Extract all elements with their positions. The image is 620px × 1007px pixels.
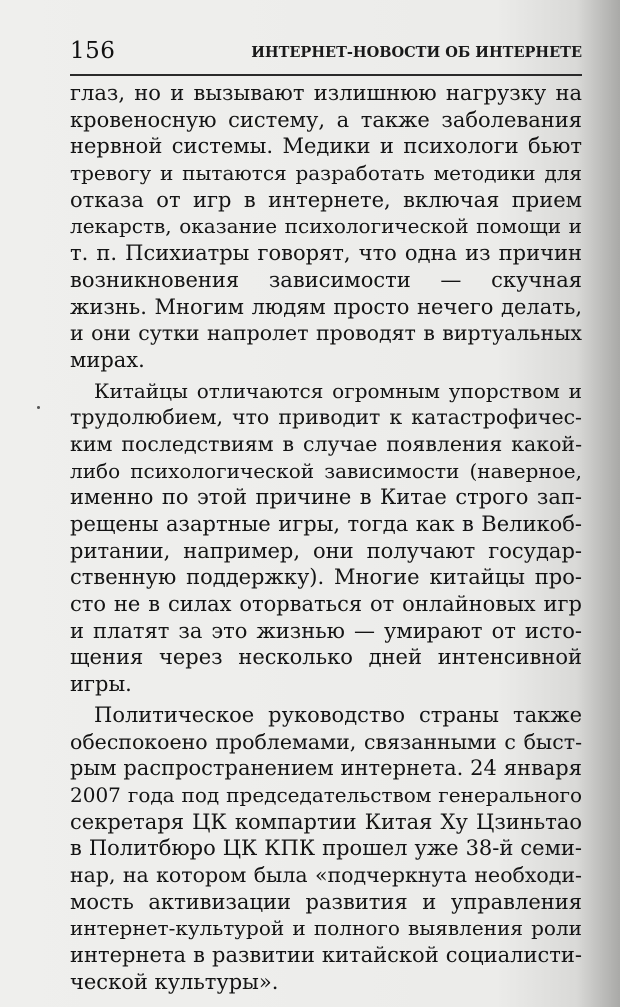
text-line: нервной системы. Медики и психологи бьют [70,134,582,159]
text-line: ким последствиям в случае появления какой- [70,431,582,456]
text-line: интернета в развитии китайской социалисти- [70,943,582,967]
text-line: Китайцы отличаются огромным упорством и [94,378,582,403]
text-line: Политическое руководство страны также [94,702,582,727]
text-line: лекарств, оказание психологической помощи и [70,214,582,239]
running-title: ИНТЕРНЕТ-НОВОСТИ ОБ ИНТЕРНЕТЕ [251,44,582,61]
text-line: 2007 года под председательством генерального [70,782,582,807]
text-line: глаз, но и вызывают излишнюю нагрузку на [70,81,582,105]
text-line: в Политбюро ЦК КПК прошел уже 38-й семи- [70,836,582,861]
text-line: кровеносную систему, а также заболевания [70,107,582,132]
text-line: мость активизации развития и управления [70,889,582,914]
text-line: возникновения зависимости — скучная [70,267,582,292]
text-line: мирах. [70,347,145,372]
text-line: отказа от игр в интернете, включая прием [70,187,582,212]
text-line: ческой культуры». [70,969,279,994]
text-line: рещены азартные игры, тогда как в Великоб- [70,512,582,536]
text-line: щения через несколько дней интенсивной [70,645,582,670]
text-line: тревогу и пытаются разработать методики для [70,161,582,186]
text-line: и они сутки напролет проводят в виртуальных [70,321,582,346]
text-line: трудолюбием, что приводит к катастрофичес- [70,405,582,430]
text-line: обеспокоено проблемами, связанными с быст- [70,729,582,754]
print-speck [37,406,40,409]
text-line: секретаря ЦК компартии Китая Ху Цзиньтао [70,809,582,834]
text-line: ственную поддержку). Многие китайцы про- [70,565,582,590]
text-line: интернет-культурой и полного выявления роли [70,916,582,941]
text-line: сто не в силах оторваться от онлайновых игр [70,592,582,617]
text-line: т. п. Психиатры говорят, что одна из причин [70,241,582,266]
text-line: и платят за это жизнью — умирают от исто- [70,618,582,643]
text-line: жизнь. Многим людям просто нечего делать, [70,294,582,319]
page-header [70,38,582,76]
page-number: 156 [70,38,116,64]
text-line: либо психологической зависимости (наверное, [70,458,582,483]
body-text [70,80,582,995]
text-line: ритании, например, они получают государ- [70,538,582,563]
text-line: рым распространением интернета. 24 января [70,756,582,781]
text-line: именно по этой причине в Китае строго зап- [70,485,582,510]
text-line: игры. [70,672,132,697]
text-line: нар, на котором была «подчеркнута необходи- [70,862,582,887]
